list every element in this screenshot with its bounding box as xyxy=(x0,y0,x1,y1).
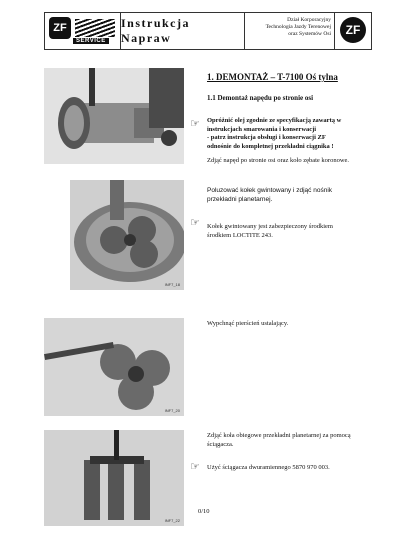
zf-service-logo xyxy=(45,13,121,49)
remove-gears-text xyxy=(207,432,412,449)
page-header xyxy=(44,12,372,50)
pointing-hand-icon: ☞ xyxy=(190,117,200,130)
photo-retaining-ring xyxy=(44,318,184,416)
pointing-hand-icon: ☞ xyxy=(190,460,200,473)
loctite-note xyxy=(207,223,407,240)
photo-code: INF7_18 xyxy=(164,282,180,287)
text-line: Zdjąć koła obiegowe przekładni planetarnej za pomocą xyxy=(207,432,351,439)
puller-illustration xyxy=(44,430,184,526)
photo-planetary-carrier xyxy=(70,180,184,290)
instruction-line: Opróżnić olej zgodnie ze specyfikacją zawartą w xyxy=(207,117,342,124)
remove-drive-text: Zdjąć napęd po stronie osi oraz koło zębate koronowe. xyxy=(207,157,350,164)
puller-note: Użyć ściągacza dwuramiennego 5870 970 003. xyxy=(207,464,330,471)
zf-logo-mark: ZF xyxy=(49,17,71,39)
service-label: SERVICE xyxy=(73,38,109,44)
page-number: 0/10 xyxy=(198,508,210,515)
department-line-2: Technologia Jazdy Terenowej xyxy=(265,24,331,30)
photo-axle-drive xyxy=(44,68,184,164)
department-line-1: Dział Korporacyjny xyxy=(287,17,331,23)
photo-code: INF7_22 xyxy=(164,518,180,523)
axle-drive-illustration xyxy=(44,68,184,164)
text-line: ściągacza. xyxy=(207,440,234,448)
department-line-3: oraz Systemów Osi xyxy=(288,31,331,37)
loosen-pin-text xyxy=(207,187,407,204)
planetary-carrier-illustration xyxy=(70,180,184,290)
instruction-line: odnośnie do kompletnej przekładni ciągnika ! xyxy=(207,142,334,150)
note-line: środkiem LOCTITE 243. xyxy=(207,231,273,239)
push-ring-text: Wypchnąć pierścień ustalający. xyxy=(207,320,289,327)
text-line: Poluzować kołek gwintowany i zdjąć nośnik xyxy=(207,187,333,194)
photo-puller xyxy=(44,430,184,526)
pointing-hand-icon: ☞ xyxy=(190,216,200,229)
retaining-ring-illustration xyxy=(44,318,184,416)
department-info xyxy=(245,13,335,49)
zf-round-logo: ZF xyxy=(340,17,366,43)
section-heading: 1. DEMONTAŻ – T-7100 Oś tylna xyxy=(207,72,338,82)
manual-title: Instrukcja Napraw xyxy=(121,13,245,49)
text-line: przekładni planetarnej. xyxy=(207,195,273,203)
instruction-line: - patrz instrukcja obsługi i konserwacji ZF xyxy=(207,134,326,141)
section-subheading: 1.1 Demontaż napędu po stronie osi xyxy=(207,94,314,102)
logo-stripes xyxy=(75,19,115,37)
photo-code: INF7_20 xyxy=(164,408,180,413)
zf-logo-right xyxy=(335,13,371,49)
oil-drain-instruction xyxy=(207,117,407,151)
instruction-line: instrukcjach smarowania i konserwacji xyxy=(207,125,317,133)
note-line: Kołek gwintowany jest zabezpieczony środkiem xyxy=(207,223,333,230)
